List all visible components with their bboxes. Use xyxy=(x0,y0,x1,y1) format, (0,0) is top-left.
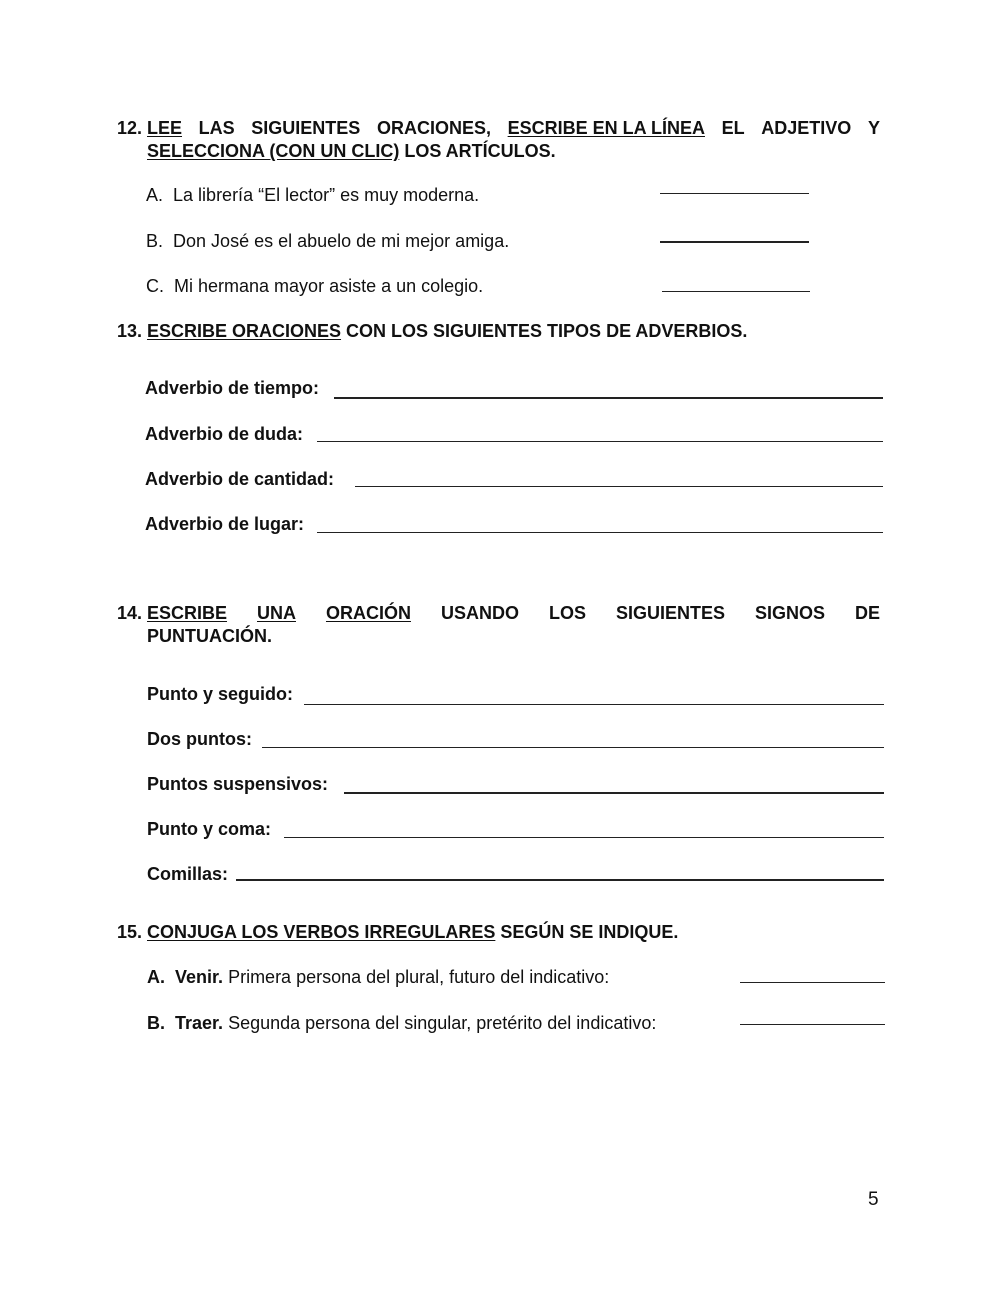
q12-word: SIGUIENTES xyxy=(251,118,361,138)
q15-number: 15. xyxy=(117,922,143,942)
q12-answer-line-c[interactable] xyxy=(662,291,810,292)
q15-rest: SEGÚN SE INDIQUE. xyxy=(495,922,679,942)
q15-answer-line-b[interactable] xyxy=(740,1024,885,1025)
q14-word: LOS xyxy=(548,603,586,623)
q14-label-dos-puntos: Dos puntos: xyxy=(147,729,252,749)
q12-item-b xyxy=(146,231,509,252)
q12-number: 12. xyxy=(117,118,143,138)
q13-answer-line-tiempo[interactable] xyxy=(334,397,883,399)
q14-number: 14. xyxy=(117,603,143,623)
q12-word: ORACIONES, xyxy=(376,118,491,138)
q13-label-tiempo: Adverbio de tiempo: xyxy=(145,378,320,398)
q14-label-comillas: Comillas: xyxy=(147,864,229,884)
q13-rest: CON LOS SIGUIENTES TIPOS DE ADVERBIOS. xyxy=(341,321,748,341)
q12-word: EL xyxy=(721,118,745,138)
item-letter: C. xyxy=(146,276,164,296)
q12-answer-line-a[interactable] xyxy=(660,193,809,194)
q14-label-punto-coma: Punto y coma: xyxy=(147,819,272,839)
page-number: 5 xyxy=(868,1189,879,1210)
q15-instruction xyxy=(147,922,678,943)
q14-word: ORACIÓN xyxy=(325,603,411,623)
q12-select-phrase: SELECCIONA (CON UN CLIC) xyxy=(147,141,400,161)
q15-key-phrase: CONJUGA LOS VERBOS IRREGULARES xyxy=(147,922,496,942)
q12-word: LAS xyxy=(198,118,235,138)
q14-answer-line-suspensivos[interactable] xyxy=(344,792,884,794)
item-letter: B. xyxy=(146,231,164,251)
q14-answer-line-dos-puntos[interactable] xyxy=(262,747,884,748)
item-verb: Venir. xyxy=(175,967,224,987)
q15-item-a xyxy=(147,967,609,988)
q14-answer-line-comillas[interactable] xyxy=(236,879,884,881)
q14-label-suspensivos: Puntos suspensivos: xyxy=(147,774,329,794)
q14-word: SIGNOS xyxy=(754,603,825,623)
q15-item-b xyxy=(147,1013,656,1034)
item-text: Primera persona del plural, futuro del indicativo: xyxy=(223,967,610,987)
q13-answer-line-cantidad[interactable] xyxy=(355,486,883,487)
q12-word: ADJETIVO xyxy=(761,118,852,138)
item-verb: Traer. xyxy=(175,1013,224,1033)
item-text: Mi hermana mayor asiste a un colegio. xyxy=(174,276,484,296)
q13-instruction xyxy=(147,321,747,342)
item-letter: A. xyxy=(146,185,164,205)
q14-answer-line-punto-seguido[interactable] xyxy=(304,704,884,705)
q13-key-phrase: ESCRIBE ORACIONES xyxy=(147,321,342,341)
q14-word: ESCRIBE xyxy=(147,603,228,623)
q13-answer-line-lugar[interactable] xyxy=(317,532,883,533)
q14-label-punto-seguido: Punto y seguido: xyxy=(147,684,293,704)
q14-word: UNA xyxy=(257,603,296,623)
q12-item-a xyxy=(146,185,479,206)
q12-word: ESCRIBE EN LA LÍNEA xyxy=(507,118,705,138)
item-letter: B. xyxy=(147,1013,165,1033)
q13-label-duda: Adverbio de duda: xyxy=(145,424,304,444)
item-text: Segunda persona del singular, pretérito del indicativo: xyxy=(223,1013,657,1033)
q14-word: DE xyxy=(854,603,880,623)
q13-answer-line-duda[interactable] xyxy=(317,441,883,442)
q14-answer-line-punto-coma[interactable] xyxy=(284,837,884,838)
q12-articles-phrase: LOS ARTÍCULOS. xyxy=(399,141,556,161)
q12-instruction-line2 xyxy=(147,141,556,162)
q14-instruction-line1 xyxy=(147,603,880,624)
q12-item-c xyxy=(146,276,483,297)
item-text: La librería “El lector” es muy moderna. xyxy=(173,185,480,205)
q13-number: 13. xyxy=(117,321,143,341)
item-text: Don José es el abuelo de mi mejor amiga. xyxy=(173,231,510,251)
item-letter: A. xyxy=(147,967,165,987)
q13-label-lugar: Adverbio de lugar: xyxy=(145,514,305,534)
q15-answer-line-a[interactable] xyxy=(740,982,885,983)
q12-word: LEE xyxy=(147,118,183,138)
q13-label-cantidad: Adverbio de cantidad: xyxy=(145,469,335,489)
q14-instruction-line2: PUNTUACIÓN. xyxy=(147,626,272,646)
q12-word: Y xyxy=(867,118,880,138)
q14-word: USANDO xyxy=(440,603,519,623)
q12-answer-line-b[interactable] xyxy=(660,241,809,243)
q14-word: SIGUIENTES xyxy=(615,603,725,623)
q12-instruction-line1 xyxy=(147,118,880,139)
